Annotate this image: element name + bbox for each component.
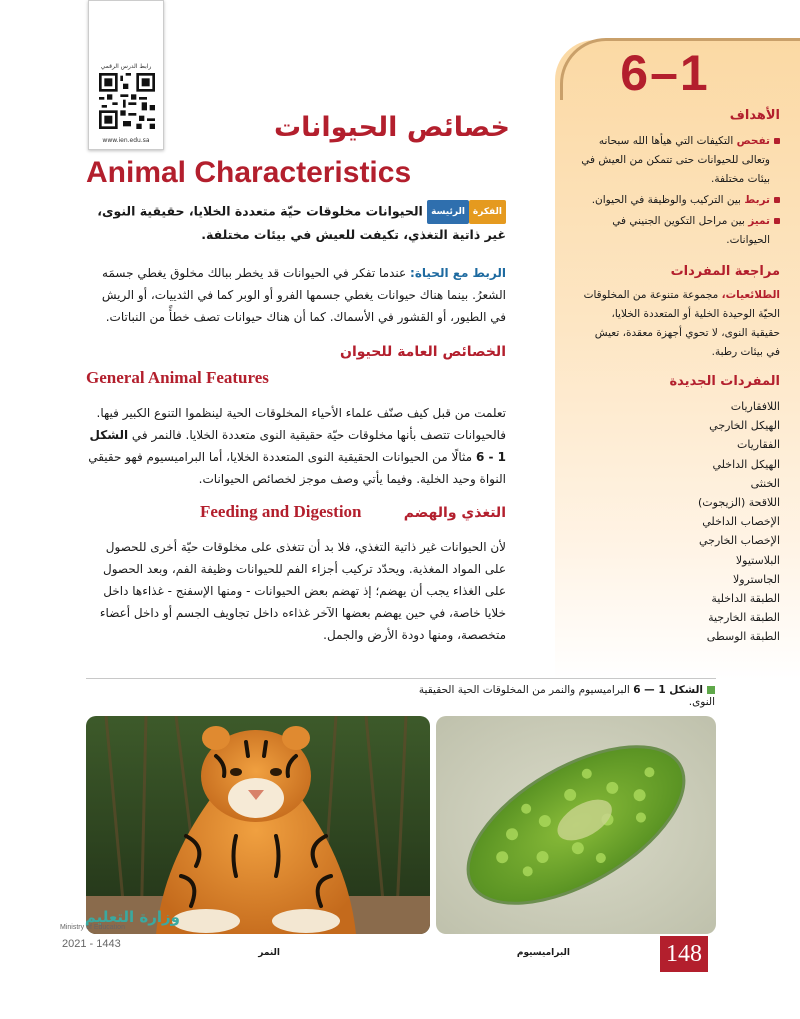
vocab-review <box>580 286 780 362</box>
vocab-item[interactable]: الطبقة الوسطى <box>706 630 780 644</box>
tiger-image <box>86 716 430 934</box>
section-text: تعلمت من قبل كيف صنّف علماء الأحياء المخلوقات الحية لينظموا التنوع الكبير فيها. فالحيوانات تتصف بأنها مخلوقات حيّة حقيقية النوى متعددة الخلايا. فالنمر في <box>96 406 506 442</box>
objective-text: بين التركيب والوظيفة في الحيوان. <box>591 194 745 206</box>
vocab-item[interactable]: الهيكل الخارجي <box>709 419 780 433</box>
vocab-item[interactable]: الفقاريات <box>737 438 780 452</box>
qr-card[interactable] <box>88 0 164 150</box>
new-vocab-list <box>580 397 780 647</box>
objective-verb: تميز <box>748 215 770 227</box>
ministry-name-english: Ministry of Education <box>60 924 125 931</box>
lesson-number: 6–1 <box>620 45 710 101</box>
objective-text: بين مراحل التكوين الجنيني في الحيوانات. <box>612 215 770 246</box>
vocab-item[interactable]: البلاستيولا <box>735 553 780 567</box>
qr-url[interactable]: www.ien.edu.sa <box>102 137 150 144</box>
real-world-lead: الربط مع الحياة: <box>410 266 506 280</box>
main-idea-text: الحيوانات مخلوقات حيّة متعددة الخلايا، حقيقية النوى، غير ذاتية التغذي، تكيفت للعيش في بيئات مختلفة. <box>97 203 506 242</box>
feeding-heading-arabic: التغذي والهضم <box>403 505 506 521</box>
paramecium-image <box>436 716 716 934</box>
main-idea-badge-main: الرئيسة <box>427 200 469 224</box>
tiger-label: النمر <box>258 948 280 958</box>
page-number: 148 <box>660 936 708 972</box>
caption-marker-icon <box>707 686 715 694</box>
feeding-paragraph: لأن الحيوانات غير ذاتية التغذي، فلا بد أن تتغذى على مخلوقات حيّة أخرى للحصول على المواد المغذية. ويحدّد تركيب أجزاء الفم للحيوانات وظيفة الفم، وبعد الحصول على الغذاء يجب أن يهضم؛ إذ تهضم بعض الحيوانات - ومنها الإسفنج - غذاءها داخل خلايا خاصة، في حين يهضم بعضها الآخر غذاءه داخل تجاويف الجسم أو داخل أعضاء متخصصة، ومنها دودة الأرض والجمل. <box>99 540 506 642</box>
vocab-item[interactable]: اللافقاريات <box>730 400 780 413</box>
vocab-review-definition: مجموعة متنوعة من المخلوقات الحيّة الوحيدة الخلية أو المتعددة الخلايا، حقيقية النوى، لا تحوي أجهزة معقدة، تعيش في بيئات رطبة. <box>583 289 780 358</box>
feeding-heading-english: Feeding and Digestion <box>200 502 362 521</box>
title-english: Animal Characteristics <box>86 156 412 189</box>
caption-divider <box>86 678 716 679</box>
objective-verb: تفحص <box>736 135 770 147</box>
vocab-item[interactable]: الهيكل الداخلي <box>712 457 780 471</box>
vocab-item[interactable]: الإخصاب الداخلي <box>702 515 780 529</box>
tiger-photo <box>86 716 430 934</box>
vocab-review-heading: مراجعة المفردات <box>670 264 780 279</box>
ministry-name-arabic: وزارة التعليم <box>84 908 180 926</box>
ministry-logo <box>60 908 180 931</box>
real-world-text: عندما تفكر في الحيوانات قد يخطر ببالك مخلوق يغطي جسمَه الشعرُ. بينما هناك حيوانات يغطي جسمها الفرو أو الوبر كما في الثدييات، أو الريش في الطيور، أو القشور في الأسماك. كما أن هناك حيوانات تصف خطأً من النباتات. <box>101 266 506 324</box>
qr-label: رابط الدرس الرقمي <box>100 63 152 70</box>
vocab-item[interactable]: اللاقحة (الزيجوت) <box>698 496 780 510</box>
qr-code-icon <box>99 73 155 129</box>
vocab-item[interactable]: الطبقة الداخلية <box>711 592 780 606</box>
main-idea-badge: الفكرة <box>469 200 506 224</box>
vocab-item[interactable]: الإخصاب الخارجي <box>698 534 780 548</box>
vocab-review-term: الطلائعيات، <box>721 289 780 301</box>
main-idea <box>86 200 506 246</box>
objectives-list <box>580 132 780 252</box>
figure-caption <box>400 684 715 708</box>
figure-caption-text: البراميسيوم والنمر من المخلوقات الحية الحقيقية النوى. <box>418 684 715 708</box>
edition-year: 2021 - 1443 <box>62 938 121 950</box>
new-vocab-heading: المفردات الجديدة <box>669 374 780 389</box>
section-text-continued: مثالًا من الحيوانات الحقيقية النوى المتعددة الخلايا، أما البراميسيوم فهو حقيقي النواة وحيد الخلية. وفيما يأتي وصف موجز لخصائص الحيوانات. <box>88 450 506 486</box>
objective-verb: تربط <box>744 194 770 206</box>
objective-item <box>580 212 780 250</box>
paramecium-photo <box>436 716 716 934</box>
vocab-item[interactable]: الطبقة الخارجية <box>708 611 780 625</box>
figure-reference[interactable]: الشكل 1 - 6 <box>89 428 506 464</box>
section-paragraph <box>86 402 506 490</box>
paramecium-label: البراميسيوم <box>516 948 570 958</box>
vocab-item[interactable]: الخنثى <box>750 476 780 490</box>
section-heading-english: General Animal Features <box>86 368 269 387</box>
objective-text: التكيفات التي هيأها الله سبحانه وتعالى للحيوانات حتى تتمكن من العيش في بيئات مختلفة. <box>581 135 770 185</box>
vocab-item[interactable]: الجاسترولا <box>732 572 780 586</box>
title-arabic: خصائص الحيوانات <box>273 112 510 143</box>
section-heading-arabic: الخصائص العامة للحيوان <box>340 344 506 360</box>
real-world-paragraph <box>86 262 506 328</box>
objective-item <box>580 132 780 189</box>
objective-item <box>580 191 780 210</box>
figure-label: الشكل 1 — 6 <box>633 684 703 696</box>
objectives-heading: الأهداف <box>729 108 780 123</box>
